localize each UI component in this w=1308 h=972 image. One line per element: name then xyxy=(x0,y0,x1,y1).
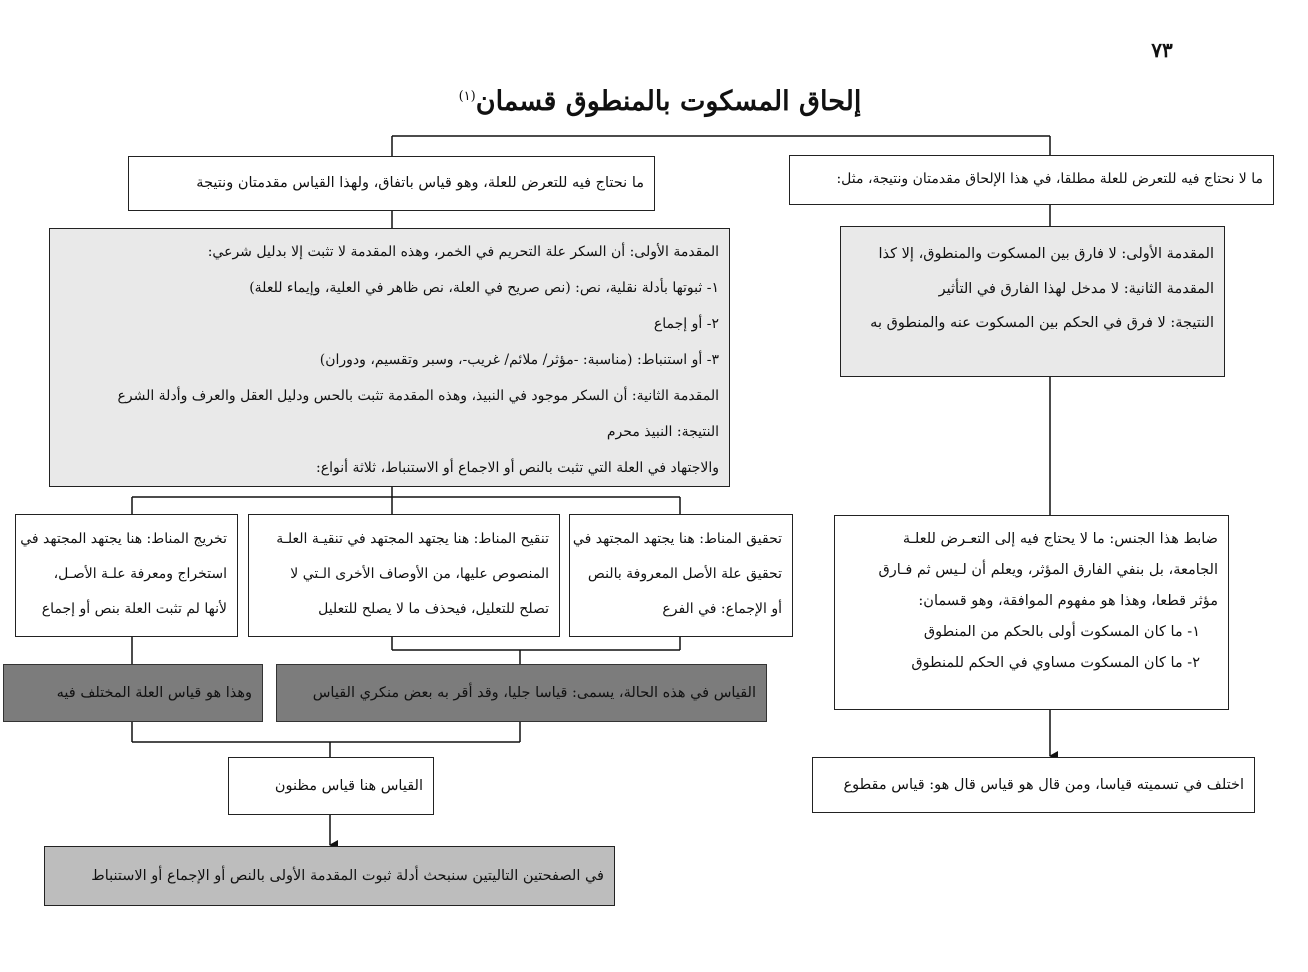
right-branch-conclusion xyxy=(812,757,1255,813)
type-extraction xyxy=(15,514,238,637)
details-line: ٢- أو إجماع xyxy=(653,316,719,332)
details-line: ٣- أو استنباط: (مناسبة: -مؤثر/ ملائم/ غريب-، وسبر وتقسيم، ودوران) xyxy=(319,352,719,368)
right-branch-rule xyxy=(834,515,1229,710)
rule-line: ٢- ما كان المسكوت مساوي في الحكم للمنطوق xyxy=(911,655,1200,671)
page-number: ٧٣ xyxy=(1151,38,1173,62)
final-note-text: في الصفحتين التاليتين سنبحث أدلة ثبوت المقدمة الأولى بالنص أو الإجماع أو الاستنباط xyxy=(91,867,604,884)
left-branch-header xyxy=(128,156,655,211)
presumed-analogy xyxy=(228,757,434,815)
right-branch-example xyxy=(840,226,1225,377)
type-verification xyxy=(569,514,793,637)
example-line: النتيجة: لا فرق في الحكم بين المسكوت عنه والمنطوق به xyxy=(870,315,1214,331)
details-line: المقدمة الأولى: أن السكر علة التحريم في الخمر، وهذه المقدمة لا تثبت إلا بدليل شرعي: xyxy=(207,244,719,260)
type-line: تحقيق المناط: هنا يجتهد المجتهد في xyxy=(572,531,782,547)
rule-line: ١- ما كان المسكوت أولى بالحكم من المنطوق xyxy=(923,624,1200,640)
type-line: تخريج المناط: هنا يجتهد المجتهد في xyxy=(20,531,227,547)
type-refinement xyxy=(248,514,560,637)
details-line: ١- ثبوتها بأدلة نقلية، نص: (نص صريح في العلة، نص ظاهر في العلية، وإيماء للعلة) xyxy=(249,280,719,296)
type-line: تنقيح المناط: هنا يجتهد المجتهد في تنقيـة العلـة xyxy=(276,531,549,547)
type-line: المنصوص عليها، من الأوصاف الأخرى الـتي لا xyxy=(290,566,549,582)
rule-line: ضابط هذا الجنس: ما لا يحتاج فيه إلى التعـرض للعلـة xyxy=(902,531,1218,547)
type-line: تحقيق علة الأصل المعروفة بالنص xyxy=(587,566,782,582)
note-clear-analogy-text: القياس في هذه الحالة، يسمى: قياسا جليا، وقد أقر به بعض منكري القياس xyxy=(312,684,756,701)
note-disputed-analogy-text: وهذا هو قياس العلة المختلف فيه xyxy=(56,684,252,701)
type-line: أو الإجماع: في الفرع xyxy=(662,601,782,617)
left-branch-header-text: ما نحتاج فيه للتعرض للعلة، وهو قياس باتفاق، ولهذا القياس مقدمتان ونتيجة xyxy=(196,175,644,192)
title-text: إلحاق المسكوت بالمنطوق قسمان xyxy=(475,86,862,117)
presumed-analogy-text: القياس هنا قياس مظنون xyxy=(274,777,423,794)
left-branch-details xyxy=(49,228,730,487)
right-branch-header-text: ما لا نحتاج فيه للتعرض للعلة مطلقا، في هذا الإلحاق مقدمتان ونتيجة، مثل: xyxy=(836,171,1263,188)
note-disputed-analogy xyxy=(3,664,263,722)
type-line: تصلح للتعليل، فيحذف ما لا يصلح للتعليل xyxy=(318,601,549,617)
rule-line: الجامعة، بل بنفي الفارق المؤثر، ويعلم أن لـيس ثم فـارق xyxy=(878,562,1218,578)
footnote-mark: (١) xyxy=(458,89,476,104)
rule-line: مؤثر قطعا، وهذا هو مفهوم الموافقة، وهو قسمان: xyxy=(918,593,1218,609)
final-note xyxy=(44,846,615,906)
type-line: استخراج ومعرفة علـة الأصـل، xyxy=(53,566,227,582)
details-line: النتيجة: النبيذ محرم xyxy=(606,424,719,440)
note-clear-analogy xyxy=(276,664,767,722)
details-line: والاجتهاد في العلة التي تثبت بالنص أو الاجماع أو الاستنباط، ثلاثة أنواع: xyxy=(316,460,719,476)
example-line: المقدمة الثانية: لا مدخل لهذا الفارق في التأثير xyxy=(938,280,1214,297)
type-line: لأنها لم تثبت العلة بنص أو إجماع xyxy=(41,601,227,617)
right-branch-conclusion-text: اختلف في تسميته قياسا، ومن قال هو قياس قال هو: قياس مقطوع xyxy=(843,776,1244,793)
right-branch-header xyxy=(789,155,1274,205)
example-line: المقدمة الأولى: لا فارق بين المسكوت والمنطوق، إلا كذا xyxy=(878,246,1214,262)
details-line: المقدمة الثانية: أن السكر موجود في النبيذ، وهذه المقدمة تثبت بالحس ودليل العقل والعرف وأدلة الشرع xyxy=(117,388,719,404)
